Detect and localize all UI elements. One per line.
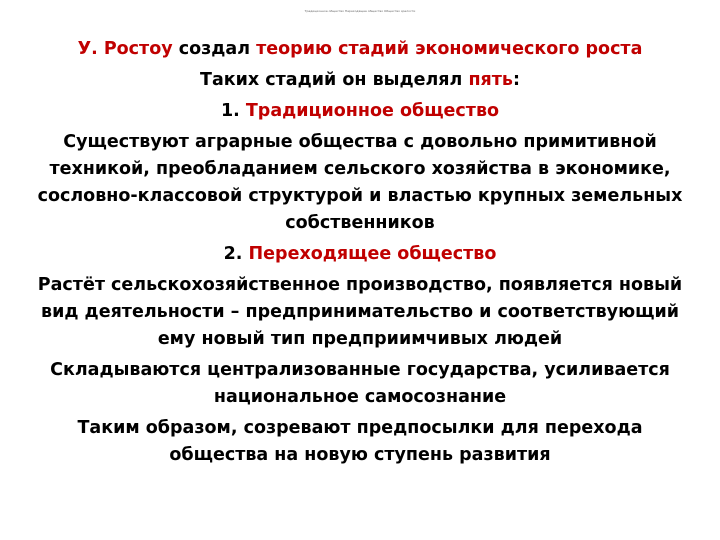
stage-1-number: 1. bbox=[220, 101, 246, 121]
stage-1-name: Традиционное общество bbox=[245, 101, 500, 121]
stages-count-text: Таких стадий он выделял bbox=[200, 70, 469, 90]
stages-count-value: пять bbox=[468, 70, 513, 90]
slide-header-caption: Традиционное общество Переходящее общество Общество зрелости bbox=[304, 9, 416, 13]
stage-2-description-3: Таким образом, созревают предпосылки для перехода общества на новую ступень развития bbox=[77, 418, 643, 465]
stage-2-number: 2. bbox=[223, 244, 249, 264]
stages-count-colon: : bbox=[512, 70, 520, 90]
slide-body bbox=[26, 36, 694, 473]
intro-line bbox=[26, 36, 694, 63]
theory-name: теорию стадий экономического роста bbox=[256, 39, 643, 59]
stage-2-description-2: Складываются централизованные государства, усиливается национальное самосознание bbox=[50, 360, 670, 407]
stages-count-line bbox=[26, 67, 694, 94]
stage-2-heading bbox=[26, 241, 694, 268]
author-name: У. Ростоу bbox=[77, 39, 173, 59]
intro-text: создал bbox=[172, 39, 257, 59]
stage-1-heading bbox=[26, 98, 694, 125]
stage-2-description-1: Растёт сельскохозяйственное производство, появляется новый вид деятельности – предпринимательство и соответствующий ему новый тип предприимчивых людей bbox=[37, 275, 683, 349]
stage-2-name: Переходящее общество bbox=[248, 244, 497, 264]
stage-1-description: Существуют аграрные общества с довольно примитивной техникой, преобладанием сельского хозяйства в экономике, сословно-классовой структурой и властью крупных земельных собственников bbox=[37, 132, 683, 233]
